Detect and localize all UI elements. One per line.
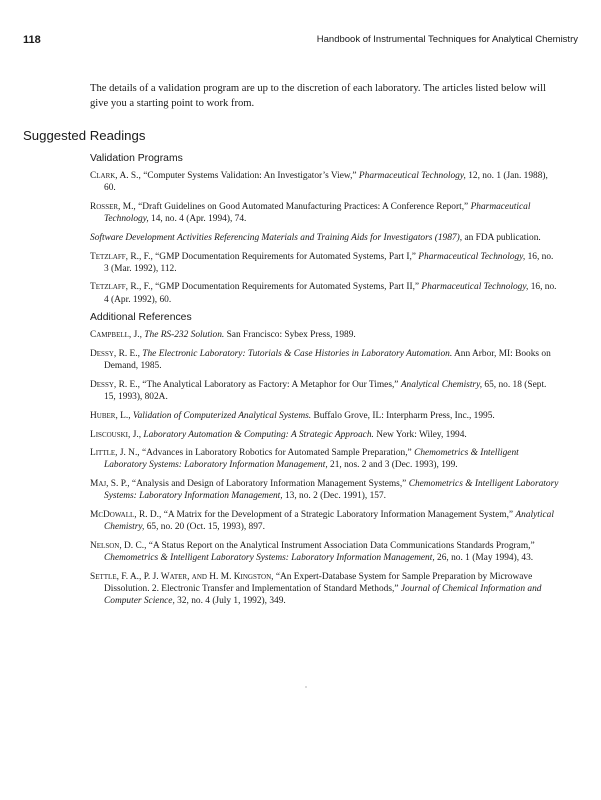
reference-details: New York: Wiley, 1994. bbox=[376, 429, 467, 440]
reference-author: Campbell, J., bbox=[90, 330, 142, 341]
additional-references-heading: Additional References bbox=[90, 312, 192, 324]
reference-details: 12, no. 1 (Jan. 1988), 60. bbox=[104, 171, 548, 194]
validation-refs bbox=[90, 170, 560, 306]
reference-author: Huber, L., bbox=[90, 410, 131, 421]
running-head: Handbook of Instrumental Techniques for Analytical Chemistry bbox=[316, 34, 578, 45]
reference-entry bbox=[90, 170, 560, 194]
validation-programs-heading: Validation Programs bbox=[90, 153, 183, 164]
reference-title: “Computer Systems Validation: An Investigator’s View,” bbox=[143, 171, 357, 181]
reference-entry bbox=[90, 447, 560, 471]
reference-source: Journal of Chemical Information and Computer Science, bbox=[104, 584, 542, 607]
reference-title: “A Status Report on the Analytical Instrument Association Data Communications Standards Program,” bbox=[148, 540, 535, 551]
reference-entry bbox=[90, 410, 560, 422]
reference-source: Pharmaceutical Technology, bbox=[358, 171, 466, 181]
additional-refs bbox=[90, 329, 560, 607]
reference-details: Ann Arbor, MI: Books on Demand, 1985. bbox=[104, 349, 551, 372]
reference-title: “Advances in Laboratory Robotics for Automated Sample Preparation,” bbox=[142, 448, 412, 459]
reference-author: Dessy, R. E., bbox=[90, 349, 140, 360]
reference-entry bbox=[90, 571, 560, 608]
reference-author: Tetzlaff, R., F., bbox=[90, 282, 153, 293]
readings-list bbox=[90, 153, 560, 614]
reference-source: Chemometrics & Intelligent Laboratory Systems: Laboratory Information Management, bbox=[104, 448, 519, 471]
reference-details: 65, no. 18 (Sept. 15, 1993), 802A. bbox=[104, 379, 547, 403]
reference-source: Analytical Chemistry, bbox=[104, 510, 554, 533]
reference-entry bbox=[90, 429, 560, 441]
reference-details: 13, no. 2 (Dec. 1991), 157. bbox=[284, 491, 387, 502]
reference-title: “The Analytical Laboratory as Factory: A Metaphor for Our Times,” bbox=[142, 379, 399, 390]
reference-title: “Draft Guidelines on Good Automated Manufacturing Practices: A Conference Report,” bbox=[138, 201, 469, 212]
reference-source: Analytical Chemistry, bbox=[400, 379, 483, 390]
reference-entry bbox=[90, 201, 560, 225]
reference-author: Little, J. N., bbox=[90, 448, 140, 459]
reference-source: Pharmaceutical Technology, bbox=[104, 201, 531, 225]
reference-title: “GMP Documentation Requirements for Automated Systems, Part I,” bbox=[155, 251, 416, 262]
reference-author: Tetzlaff, R., F., bbox=[90, 251, 153, 262]
reference-author: Settle, F. A., P. J. Water, and H. M. Kingston, bbox=[90, 571, 274, 582]
reference-author: McDowall, R. D., bbox=[90, 510, 162, 521]
reference-details: 32, no. 4 (July 1, 1992), 349. bbox=[177, 596, 286, 607]
reference-author: Rosser, M., bbox=[90, 201, 136, 212]
reference-source: The RS-232 Solution. bbox=[144, 330, 225, 341]
reference-entry bbox=[90, 478, 560, 502]
reference-entry bbox=[90, 281, 560, 305]
reference-author: Maj, S. P., bbox=[90, 479, 130, 490]
page-number: 118 bbox=[23, 34, 41, 46]
reference-source: The Electronic Laboratory: Tutorials & Case Histories in Laboratory Automation. bbox=[142, 349, 453, 360]
reference-author: Liscouski, J., bbox=[90, 429, 142, 440]
reference-details: 16, no. 4 (Apr. 1992), 60. bbox=[104, 282, 557, 305]
reference-title: “Analysis and Design of Laboratory Information Management Systems,” bbox=[131, 479, 407, 490]
reference-details: 65, no. 20 (Oct. 15, 1993), 897. bbox=[146, 522, 265, 533]
reference-entry bbox=[90, 509, 560, 533]
intro-paragraph: The details of a validation program are up to the discretion of each laboratory. The articles listed below will give you a starting point to work from. bbox=[90, 83, 546, 109]
reference-details: San Francisco: Sybex Press, 1989. bbox=[226, 330, 356, 341]
reference-entry bbox=[90, 348, 560, 372]
section-title: Suggested Readings bbox=[23, 128, 146, 143]
reference-source: Chemometrics & Intelligent Laboratory Systems: Laboratory Information Management, bbox=[104, 479, 559, 502]
reference-entry bbox=[90, 251, 560, 275]
reference-source: Pharmaceutical Technology, bbox=[421, 282, 529, 293]
reference-entry bbox=[90, 379, 560, 403]
reference-details: 26, no. 1 (May 1994), 43. bbox=[437, 553, 534, 564]
reference-author: Dessy, R. E., bbox=[90, 379, 140, 390]
page-header bbox=[23, 34, 578, 50]
reference-details: an FDA publication. bbox=[464, 232, 541, 243]
reference-source: Pharmaceutical Technology, bbox=[418, 251, 526, 262]
reference-details: 14, no. 4 (Apr. 1994), 74. bbox=[151, 214, 247, 225]
reference-entry bbox=[90, 329, 560, 341]
reference-source: Chemometrics & Intelligent Laboratory Systems: Laboratory Information Management, bbox=[104, 553, 435, 564]
reference-title: “GMP Documentation Requirements for Automated Systems, Part II,” bbox=[155, 282, 420, 293]
reference-source: Software Development Activities Referencing Materials and Training Aids for Investigators (1987), bbox=[90, 232, 463, 243]
reference-details: 16, no. 3 (Mar. 1992), 112. bbox=[104, 251, 554, 274]
reference-entry bbox=[90, 232, 560, 244]
reference-details: 21, nos. 2 and 3 (Dec. 1993), 199. bbox=[330, 460, 458, 471]
reference-title: “An Expert-Database System for Sample Preparation by Microwave Dissolution. 2. Electronic Transfer and Implementation of Standard Methods,” bbox=[104, 571, 533, 595]
reference-details: Buffalo Grove, IL: Interpharm Press, Inc., 1995. bbox=[313, 410, 495, 421]
reference-source: Validation of Computerized Analytical Systems. bbox=[132, 410, 312, 421]
scan-speck bbox=[305, 686, 307, 688]
reference-entry bbox=[90, 540, 560, 564]
reference-author: Clark, A. S., bbox=[90, 171, 141, 181]
reference-author: Nelson, D. C., bbox=[90, 540, 147, 551]
reference-source: Laboratory Automation & Computing: A Strategic Approach. bbox=[143, 429, 374, 440]
reference-title: “A Matrix for the Development of a Strategic Laboratory Information Management System,” bbox=[163, 510, 514, 521]
